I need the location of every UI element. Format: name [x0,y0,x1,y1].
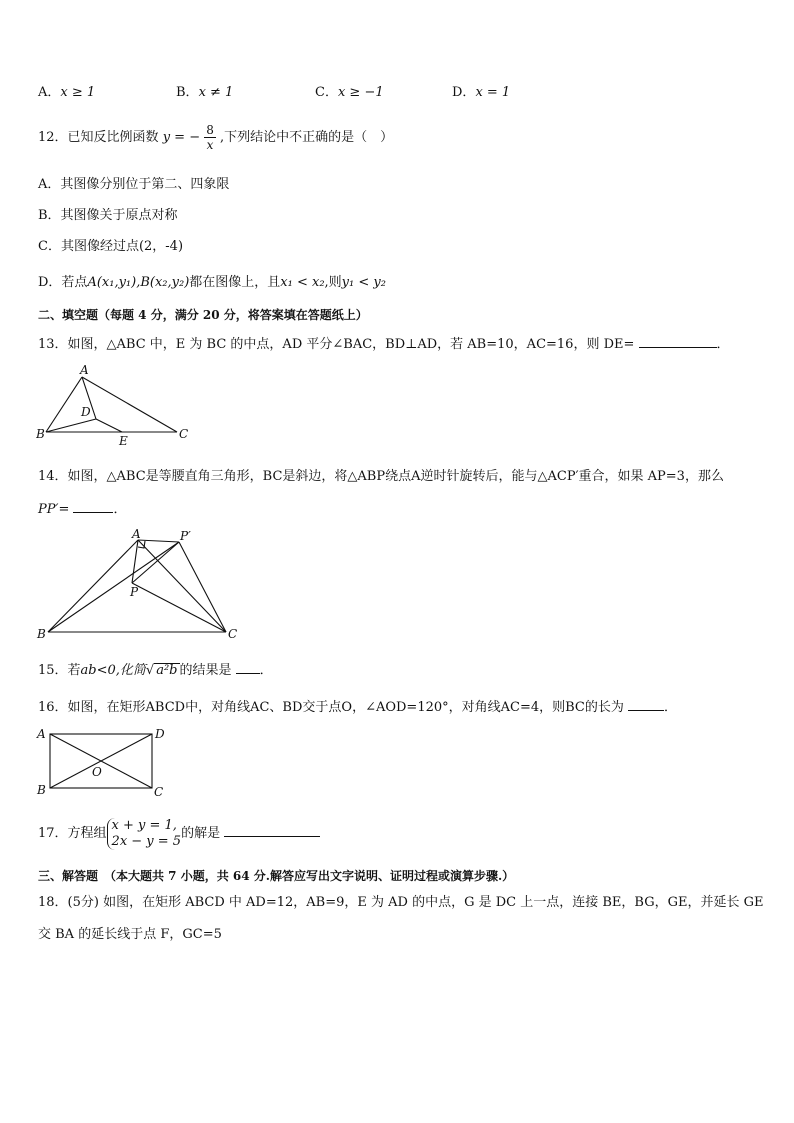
q12-fraction [204,123,216,152]
q17-text: 的解是 [181,826,221,841]
option-math: x ≠ 1 [198,85,234,100]
q16-end: ． [664,700,678,715]
label-b: B [37,627,46,641]
label-p: P [130,585,139,599]
label-c: C [179,427,189,441]
label-c: C [154,785,164,799]
label-o: O [92,765,102,779]
label-p-prime: P′ [180,529,191,543]
q12-stem-tail: ,下列结论中不正确的是（ ） [220,130,394,145]
segment-p2c [179,542,226,632]
segment-bp2 [48,542,179,632]
segment-ap [132,540,138,583]
label-c: C [228,627,238,641]
q12-option-d [38,274,386,292]
label-a: A [132,527,141,541]
label-d: D [155,727,165,741]
q15-end: ． [259,663,273,678]
section-heading: 二、填空题（每题 4 分，满分 20 分，将答案填在答题纸上） [38,308,368,322]
q16-figure [34,724,174,800]
label-a: A [80,364,89,377]
label-b: B [36,427,45,441]
equation-2: 2x − y = 5 [111,833,182,849]
q12-stem [38,122,393,154]
q14-text: PP′= [38,502,70,517]
label-e: E [119,434,128,446]
segment-pc [132,583,226,632]
right-angle-mark [138,541,145,548]
q11-option-d [452,84,510,102]
segment-ab [48,540,138,632]
q12-stem-text: 12．已知反比例函数 [38,130,159,145]
q13-figure [36,364,196,446]
q12-function: y = − [162,130,201,145]
answer-blank[interactable] [236,660,260,674]
q18-stem: 18．(5分) 如图，在矩形 ABCD 中 AD=12，AB=9，E 为 AD 的中点，G 是 DC 上一点，连接 BE，BG，GE，并延长 GE [38,895,764,910]
q17-text: 17．方程组 [38,826,107,841]
q12-option-c: C．其图像经过点(2，-4) [38,239,184,254]
option-text: 都在图像上，且 [189,275,281,290]
fraction-denominator: x [206,138,214,152]
answer-blank[interactable] [628,697,664,711]
q13-text: 13．如图，△ABC 中，E 为 BC 的中点，AD 平分∠BAC，BD⊥AD，若 AB=10，AC=16，则 DE= [38,337,635,352]
option-math: y₁ < y₂ [341,275,386,290]
label-a: A [37,727,46,741]
label-d: D [81,405,91,419]
q15-text: 的结果是 [179,663,232,678]
q15-radicand: a²b [156,663,178,678]
option-letter: D． [452,85,476,100]
option-text: D．若点 [38,275,88,290]
fraction-numerator: 8 [206,123,214,137]
q15-text: 15．若 [38,663,81,678]
q14-stem: 14．如图，△ABC是等腰直角三角形，BC是斜边，将△ABP绕点A逆时针旋转后，能与△ACP′重合，如果 AP=3，那么 [38,469,724,484]
segment-ac [82,377,177,432]
segment-de [96,419,122,432]
q17-system [107,818,182,850]
answer-blank[interactable] [224,823,320,837]
label-b: B [37,783,46,797]
option-math: x ≥ −1 [337,85,384,100]
equation-1: x + y = 1, [111,817,177,833]
q12-option-a: A．其图像分别位于第二、四象限 [38,177,230,192]
q15-stem [38,660,273,680]
option-text: ,则 [324,275,342,290]
q11-option-a [38,84,95,102]
q13-stem [38,334,730,354]
q11-option-c [315,84,384,102]
q13-end: ． [716,337,730,352]
q17-stem [38,816,320,852]
option-letter: B． [176,85,199,100]
option-math: x = 1 [475,85,511,100]
option-math: x₁ < x₂ [280,275,325,290]
q16-text: 16．如图，在矩形ABCD中，对角线AC、BD交于点O，∠AOD=120°，对角线AC=4，则BC的长为 [38,700,624,715]
answer-blank[interactable] [639,334,717,348]
segment-pp2 [132,542,179,583]
option-math: x ≥ 1 [60,85,96,100]
q16-stem [38,697,677,717]
segment-ap2 [138,540,179,542]
q14-figure [34,526,244,644]
answer-blank[interactable] [73,499,113,513]
option-math: A(x₁,y₁),B(x₂,y₂) [87,275,190,290]
q12-option-b: B．其图像关于原点对称 [38,208,178,223]
q15-condition: ab<0,化简 [80,663,146,678]
section-heading: 三、解答题 （本大题共 7 小题，共 64 分.解答应写出文字说明、证明过程或演算步骤.） [38,869,515,883]
q14-end: ． [113,502,127,517]
option-letter: C． [315,85,338,100]
q14-stem-line2 [38,499,127,519]
segment-ac [138,540,226,632]
option-letter: A． [38,85,61,100]
q11-option-b [176,84,233,102]
sqrt-sign: √ [145,663,155,678]
q18-stem-line2: 交 BA 的延长线于点 F，GC=5 [38,927,222,942]
